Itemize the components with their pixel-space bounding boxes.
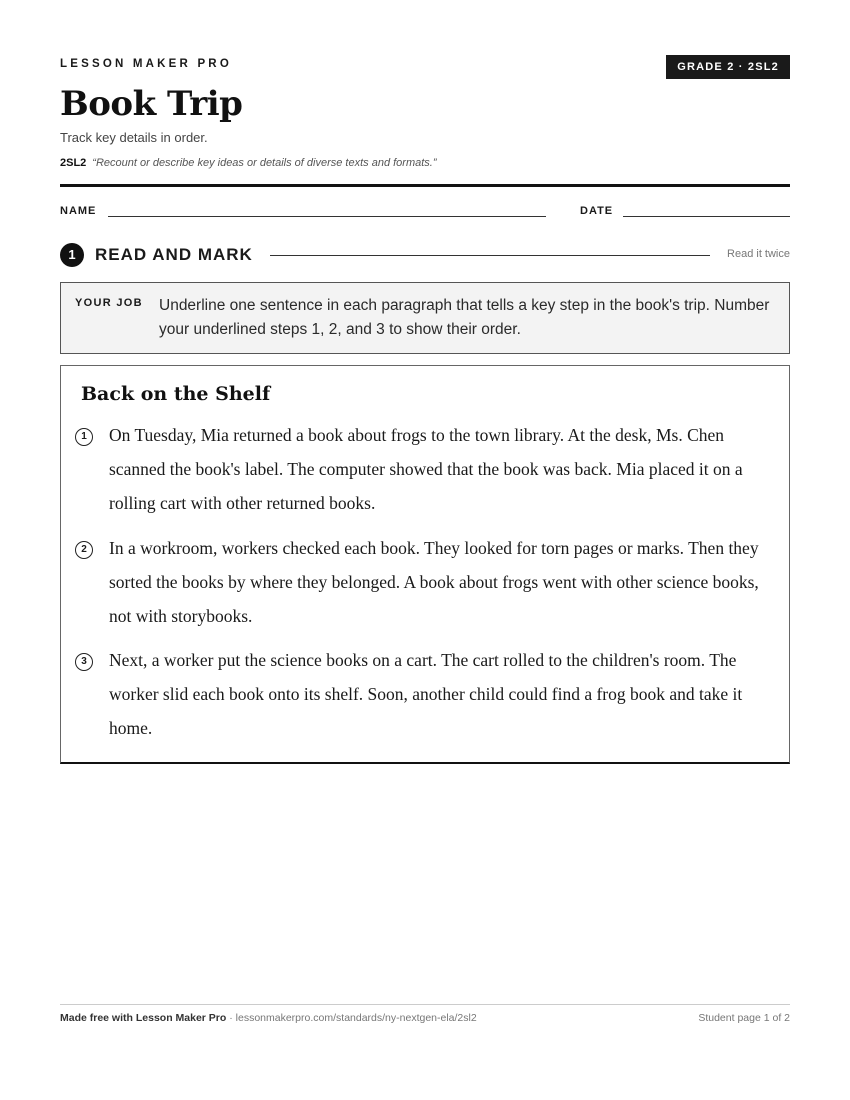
paragraph-text: On Tuesday, Mia returned a book about frogs to the town library. At the desk, Ms. Chen scanned the book's label. The computer showed that the book was back. Mia placed it on a rolling cart with other returned books.: [109, 425, 743, 513]
paragraph-text: Next, a worker put the science books on a cart. The cart rolled to the children's room. The worker slid each book onto its shelf. Soon, another child could find a frog book and take it home.: [109, 650, 743, 738]
your-job-box: [60, 282, 790, 354]
section-hint: Read it twice: [727, 248, 790, 260]
section-divider: [270, 255, 710, 256]
page-title: Book Trip: [60, 84, 243, 124]
paragraph-number-badge: 3: [75, 653, 93, 671]
date-label: DATE: [580, 205, 614, 217]
section-title: READ AND MARK: [95, 245, 253, 264]
story-box: [60, 365, 790, 764]
footer-made-with: Made free with Lesson Maker Pro: [60, 1012, 227, 1024]
job-label: YOUR JOB: [75, 297, 143, 309]
paragraph-number-badge: 1: [75, 428, 93, 446]
job-instructions: Underline one sentence in each paragraph that tells a key step in the book's trip. Number your underlined steps 1, 2, and 3 to show their order.: [159, 297, 770, 338]
footer-divider: [60, 1004, 790, 1005]
standard-text: “Recount or describe key ideas or details of diverse texts and formats.”: [92, 157, 437, 169]
worksheet-page: [60, 0, 790, 1100]
date-field[interactable]: [623, 216, 790, 217]
footer-url[interactable]: lessonmakerpro.com/standards/ny-nextgen-ela/2sl2: [235, 1012, 477, 1024]
footer-page-number: Student page 1 of 2: [698, 1012, 790, 1024]
standard-line: [60, 157, 437, 169]
paragraph-text: In a workroom, workers checked each book. They looked for torn pages or marks. Then they sorted the books by where they belonged. A book about frogs went with other science books, not with storybooks.: [109, 538, 759, 626]
name-field[interactable]: [108, 216, 546, 217]
page-subtitle: Track key details in order.: [60, 130, 208, 145]
section-number-badge: 1: [60, 243, 84, 267]
header-divider: [60, 184, 790, 187]
grade-badge: GRADE 2 · 2SL2: [666, 55, 790, 79]
brand-name: LESSON MAKER PRO: [60, 58, 232, 70]
story-title: Back on the Shelf: [81, 383, 271, 405]
standard-code: 2SL2: [60, 157, 87, 169]
footer-separator: ·: [226, 1012, 236, 1024]
footer-credit: [60, 1012, 477, 1024]
paragraph-number-badge: 2: [75, 541, 93, 559]
name-label: NAME: [60, 205, 97, 217]
